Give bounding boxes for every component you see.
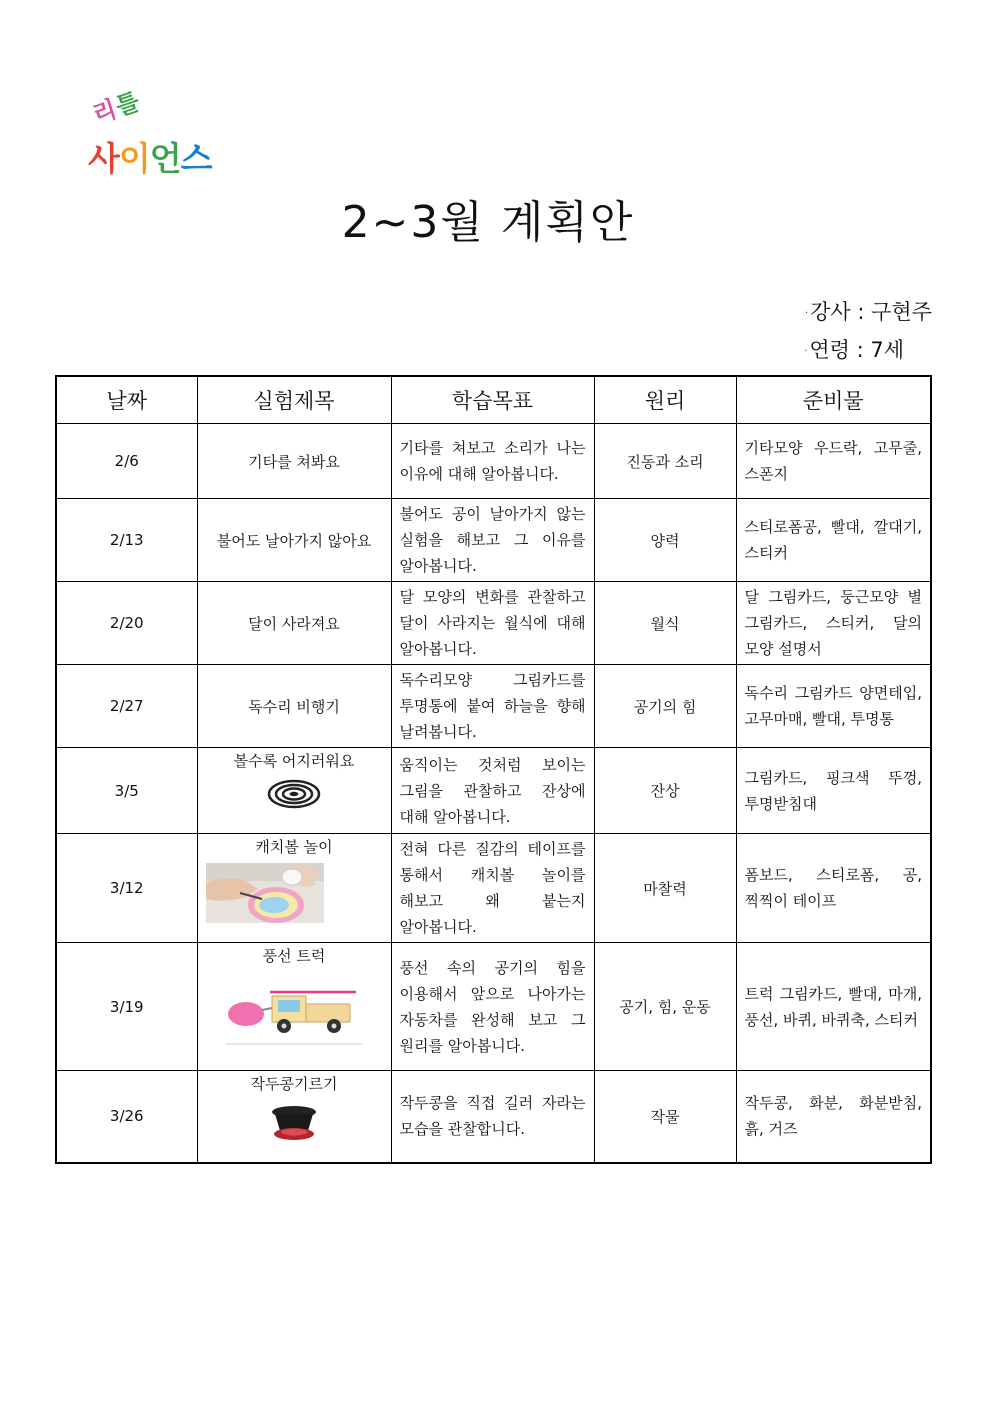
header-title: 실험제목 [197,376,391,424]
goal-cell: 움직이는 것처럼 보이는 그림을 관찰하고 잔상에 대해 알아봅니다. [391,748,594,834]
instructor-text: 강사 : 구현주 [810,300,932,324]
principle-cell: 양력 [594,499,736,582]
materials-cell: 그림카드, 핑크색 뚜껑, 투명받침대 [736,748,931,834]
date-cell: 2/6 [56,424,197,499]
table-header-row [56,376,931,424]
title-text: 캐치볼 놀이 [255,838,333,856]
date-cell: 2/27 [56,665,197,748]
header-materials: 준비물 [736,376,931,424]
materials-cell: 독수리 그림카드 양면테입, 고무마매, 빨대, 투명통 [736,665,931,748]
table-row [56,665,931,748]
principle-cell: 공기의 힘 [594,665,736,748]
bullet-dot: · [804,307,809,319]
title-text: 볼수록 어지러워요 [233,752,355,770]
title-text: 작두콩기르기 [250,1075,338,1093]
principle-cell: 공기, 힘, 운동 [594,943,736,1071]
lesson-plan-table [55,375,932,1164]
header-goal: 학습목표 [391,376,594,424]
logo-char: 사 [88,139,119,178]
header-date: 날짜 [56,376,197,424]
date-cell: 3/5 [56,748,197,834]
table-row [56,582,931,665]
catchball-photo [206,863,324,923]
balloon-truck-illustration [224,980,364,1046]
title-cell [197,943,391,1071]
title-cell [197,834,391,943]
title-cell: 달이 사라져요 [197,582,391,665]
logo-char: 이 [118,139,150,178]
logo-char: 스 [180,139,212,178]
date-cell: 3/19 [56,943,197,1071]
goal-cell: 작두콩을 직접 길러 자라는 모습을 관찰합니다. [391,1071,594,1163]
bullet-dot: · [804,345,808,357]
table-row [56,424,931,499]
header-principle: 원리 [594,376,736,424]
goal-cell: 달 모양의 변화를 관찰하고 달이 사라지는 월식에 대해 알아봅니다. [391,582,594,665]
spiral-illustration [267,777,321,809]
materials-cell: 폼보드, 스티로폼, 공, 찍찍이 테이프 [736,834,931,943]
logo-char: 틀 [112,87,145,122]
title-text: 풍선 트럭 [262,947,326,965]
flowerpot-illustration [269,1104,319,1144]
table-row [56,1071,931,1163]
age-text: 연령 : 7세 [809,338,904,362]
table-row [56,943,931,1071]
title-cell: 독수리 비행기 [197,665,391,748]
logo-char: 리 [89,94,122,129]
title-cell [197,1071,391,1163]
date-cell: 2/13 [56,499,197,582]
principle-cell: 진동과 소리 [594,424,736,499]
goal-cell: 불어도 공이 날아가지 않는 실험을 해보고 그 이유를 알아봅니다. [391,499,594,582]
title-cell: 기타를 쳐봐요 [197,424,391,499]
principle-cell: 마찰력 [594,834,736,943]
principle-cell: 월식 [594,582,736,665]
goal-cell: 전혀 다른 질감의 테이프를 통해서 캐치볼 놀이를 해보고 왜 붙는지 알아봅니다. [391,834,594,943]
principle-cell: 작물 [594,1071,736,1163]
materials-cell: 스티로폼공, 빨대, 깔대기, 스티커 [736,499,931,582]
date-cell: 2/20 [56,582,197,665]
principle-cell: 잔상 [594,748,736,834]
goal-cell: 기타를 쳐보고 소리가 나는 이유에 대해 알아봅니다. [391,424,594,499]
goal-cell: 풍선 속의 공기의 힘을 이용해서 앞으로 나아가는 자동차를 완성해 보고 그 원리를 알아봅니다. [391,943,594,1071]
goal-cell: 독수리모양 그림카드를 투명통에 붙여 하늘을 향해 날려봅니다. [391,665,594,748]
title-cell: 불어도 날아가지 않아요 [197,499,391,582]
table-row [56,834,931,943]
materials-cell: 기타모양 우드락, 고무줄, 스폰지 [736,424,931,499]
table-row [56,499,931,582]
age-line [804,334,904,364]
logo [88,87,218,190]
instructor-line [805,296,932,326]
materials-cell: 작두콩, 화분, 화분받침, 흙, 거즈 [736,1071,931,1163]
materials-cell: 트럭 그림카드, 빨대, 마개, 풍선, 바퀴, 바퀴축, 스티커 [736,943,931,1071]
logo-bottom-text [88,139,212,178]
logo-top-text [90,89,143,127]
logo-char: 언 [149,139,181,178]
materials-cell: 달 그림카드, 둥근모양 별 그림카드, 스티커, 달의 모양 설명서 [736,582,931,665]
page-title: 2~3월 계획안 [341,197,635,248]
table-row [56,748,931,834]
date-cell: 3/26 [56,1071,197,1163]
title-cell [197,748,391,834]
date-cell: 3/12 [56,834,197,943]
